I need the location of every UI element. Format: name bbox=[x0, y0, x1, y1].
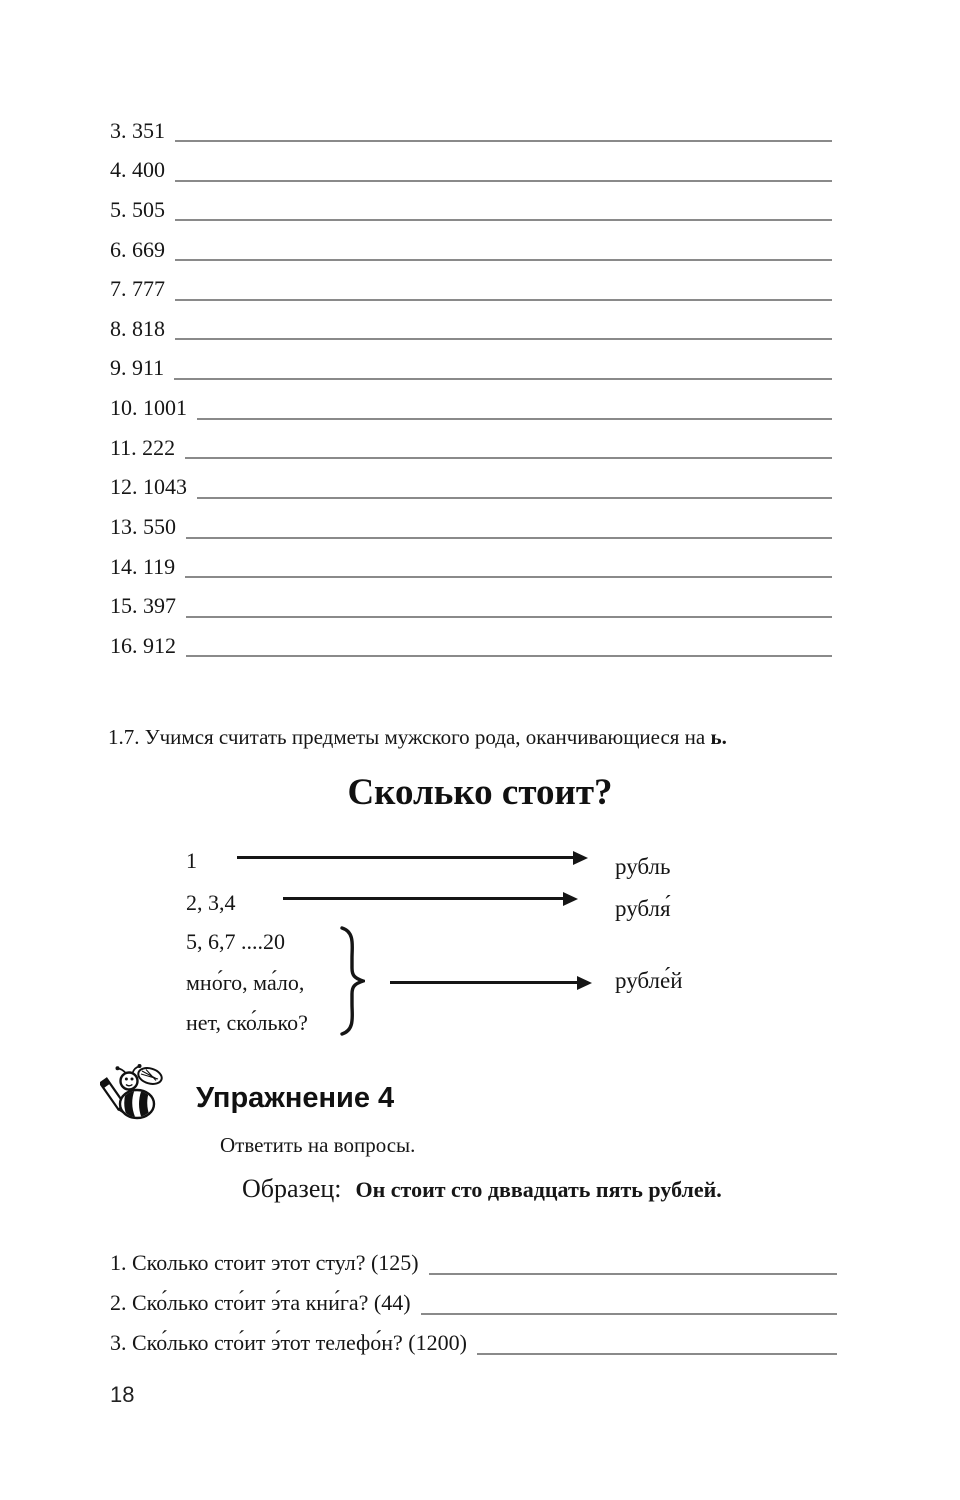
answer-blank bbox=[175, 259, 832, 261]
list-item-label: 12. 1043 bbox=[110, 474, 187, 500]
section-bold-letter: ь. bbox=[710, 725, 727, 749]
diagram-label-one: 1 bbox=[186, 848, 197, 873]
question-label: 3. Ско́лько сто́ит э́тот телефо́н? (1200) bbox=[110, 1330, 467, 1355]
list-item bbox=[110, 146, 832, 186]
question-label: 1. Сколько стоит этот стул? (125) bbox=[110, 1250, 419, 1275]
list-item-label: 3. 351 bbox=[110, 117, 165, 143]
answer-blank bbox=[186, 537, 832, 539]
exercise-heading: Упражнение 4 bbox=[196, 1082, 395, 1114]
list-item bbox=[110, 265, 832, 305]
diagram-group-line-1: 5, 6,7 ....20 bbox=[186, 929, 285, 954]
list-item bbox=[110, 582, 832, 622]
list-item bbox=[110, 344, 832, 384]
answer-blank bbox=[185, 457, 832, 459]
diagram-word-rublya: рубля́ bbox=[615, 896, 671, 921]
answer-blank bbox=[175, 180, 832, 182]
exercise-sample bbox=[242, 1170, 722, 1209]
diagram-label-two-four: 2, 3,4 bbox=[186, 890, 236, 915]
question-row bbox=[110, 1238, 837, 1278]
answer-blank bbox=[175, 299, 832, 301]
diagram-group-line-2: мно́го, ма́ло, bbox=[186, 970, 305, 995]
answer-blank bbox=[186, 616, 832, 618]
answer-blank bbox=[185, 576, 832, 578]
list-item-label: 14. 119 bbox=[110, 553, 176, 579]
list-item-label: 4. 400 bbox=[110, 157, 165, 183]
list-item bbox=[110, 621, 832, 661]
answer-blank bbox=[175, 338, 832, 340]
arrow-icon bbox=[390, 981, 578, 984]
number-exercise-list bbox=[110, 106, 832, 661]
diagram-word-rubley: рубле́й bbox=[615, 968, 683, 993]
answer-blank bbox=[197, 497, 832, 499]
list-item bbox=[110, 502, 832, 542]
page-title: Сколько стоит? bbox=[347, 772, 613, 813]
answer-blank bbox=[175, 219, 832, 221]
page-number: 18 bbox=[110, 1382, 135, 1407]
list-item-label: 13. 550 bbox=[110, 514, 176, 540]
sample-sentence: Он стоит сто дввадцать пять рублей. bbox=[355, 1177, 722, 1202]
list-item bbox=[110, 423, 832, 463]
answer-blank bbox=[429, 1273, 837, 1275]
question-row bbox=[110, 1278, 837, 1318]
answer-blank bbox=[197, 418, 832, 420]
list-item-label: 15. 397 bbox=[110, 593, 176, 619]
sample-label: Образец: bbox=[242, 1174, 342, 1203]
list-item-label: 5. 505 bbox=[110, 196, 165, 222]
arrow-icon bbox=[237, 856, 574, 859]
answer-blank bbox=[186, 655, 832, 657]
answer-blank bbox=[421, 1313, 837, 1315]
section-text: 1.7. Учимся считать предметы мужского рода, оканчивающиеся на bbox=[108, 725, 711, 749]
question-row bbox=[110, 1318, 837, 1358]
bee-pencil-icon bbox=[100, 1063, 168, 1127]
list-item-label: 9. 911 bbox=[110, 355, 165, 381]
list-item bbox=[110, 185, 832, 225]
list-item bbox=[110, 225, 832, 265]
question-label: 2. Ско́лько сто́ит э́та кни́га? (44) bbox=[110, 1290, 411, 1315]
list-item bbox=[110, 463, 832, 503]
list-item-label: 8. 818 bbox=[110, 315, 165, 341]
answer-blank bbox=[477, 1353, 837, 1355]
exercise-instruction: Ответить на вопросы. bbox=[220, 1133, 416, 1157]
arrow-icon bbox=[283, 897, 564, 900]
list-item-label: 7. 777 bbox=[110, 276, 165, 302]
section-heading-1-7 bbox=[108, 722, 868, 752]
answer-blank bbox=[174, 378, 832, 380]
list-item-label: 11. 222 bbox=[110, 434, 176, 460]
list-item bbox=[110, 106, 832, 146]
list-item-label: 16. 912 bbox=[110, 632, 176, 658]
answer-blank bbox=[175, 140, 832, 142]
question-list bbox=[110, 1238, 837, 1358]
diagram-group-line-3: нет, ско́лько? bbox=[186, 1010, 308, 1035]
list-item bbox=[110, 542, 832, 582]
list-item-label: 6. 669 bbox=[110, 236, 165, 262]
list-item bbox=[110, 304, 832, 344]
list-item bbox=[110, 383, 832, 423]
list-item-label: 10. 1001 bbox=[110, 395, 187, 421]
curly-brace-icon bbox=[337, 924, 365, 1038]
diagram-word-rubl: рубль bbox=[615, 854, 671, 879]
